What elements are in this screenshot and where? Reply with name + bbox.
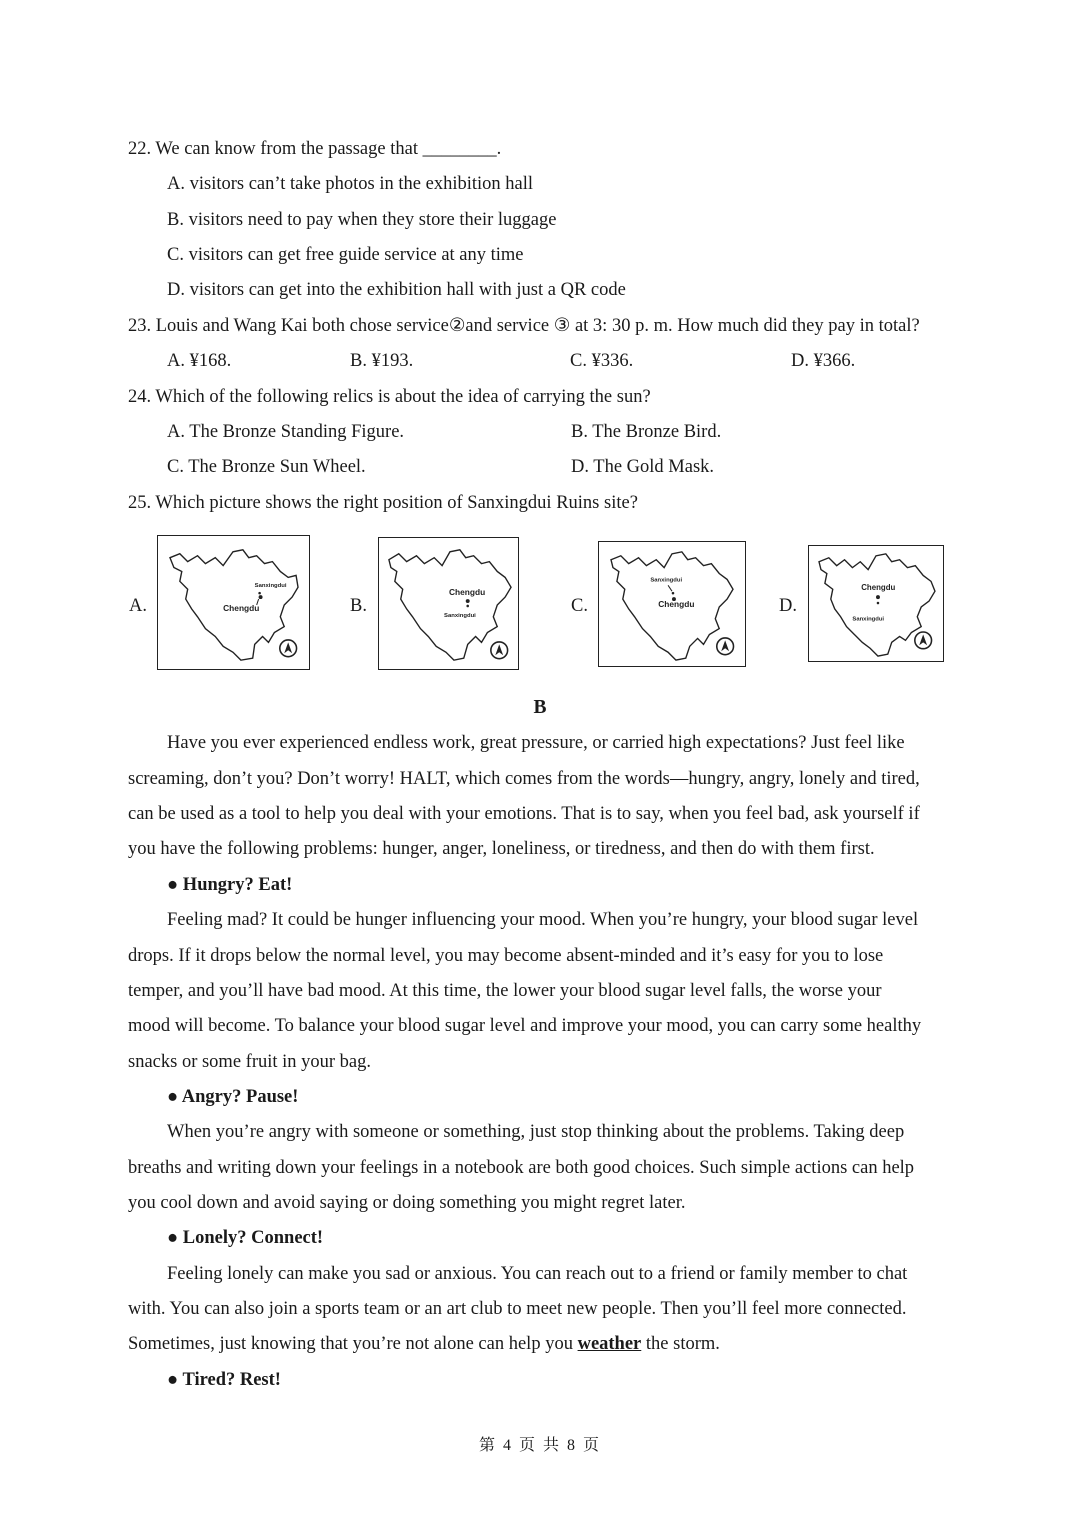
svg-text:Chengdu: Chengdu bbox=[448, 587, 486, 598]
lonely-line-3 bbox=[128, 1332, 720, 1356]
svg-text:Sanxingdui: Sanxingdui bbox=[254, 583, 287, 590]
map-c-label: C. bbox=[571, 596, 588, 616]
svg-text:Sanxingdui: Sanxingdui bbox=[444, 612, 476, 619]
q24-option-c: C. The Bronze Sun Wheel. bbox=[167, 457, 366, 477]
map-d-label: D. bbox=[779, 596, 797, 616]
q22-stem: 22. We can know from the passage that ________. bbox=[128, 139, 502, 159]
map-a-label: A. bbox=[129, 596, 147, 616]
angry-line-3: you cool down and avoid saying or doing something you might regret later. bbox=[128, 1193, 686, 1213]
q23-option-c: C. ¥336. bbox=[570, 351, 634, 371]
q24-option-d: D. The Gold Mask. bbox=[571, 457, 715, 477]
q23-option-d: D. ¥366. bbox=[791, 351, 856, 371]
q23-stem: 23. Louis and Wang Kai both chose service②and service ③ at 3: 30 p. m. How much did they pay in total? bbox=[128, 316, 920, 336]
svg-text:Chengdu: Chengdu bbox=[658, 598, 695, 609]
q22-option-b: B. visitors need to pay when they store their luggage bbox=[167, 210, 557, 230]
intro-line-4: you have the following problems: hunger, anger, loneliness, or tiredness, and then do with them first. bbox=[128, 839, 875, 859]
heading-angry: ● Angry? Pause! bbox=[167, 1087, 299, 1107]
map-b-label: B. bbox=[350, 596, 367, 616]
intro-line-1: Have you ever experienced endless work, great pressure, or carried high expectations? Just feel like bbox=[167, 733, 905, 753]
q24-stem: 24. Which of the following relics is about the idea of carrying the sun? bbox=[128, 387, 651, 407]
q24-option-b: B. The Bronze Bird. bbox=[571, 422, 722, 442]
map-c bbox=[598, 541, 746, 667]
hungry-line-5: snacks or some fruit in your bag. bbox=[128, 1052, 372, 1072]
svg-text:Sanxingdui: Sanxingdui bbox=[650, 577, 683, 584]
page-footer: 第 4 页 共 8 页 bbox=[478, 1437, 601, 1454]
lonely-line-3-end: the storm. bbox=[641, 1334, 720, 1354]
lonely-line-3-text: Sometimes, just knowing that you’re not alone can help you bbox=[128, 1334, 578, 1354]
lonely-line-1: Feeling lonely can make you sad or anxious. You can reach out to a friend or family member to chat bbox=[167, 1264, 908, 1284]
hungry-line-1: Feeling mad? It could be hunger influencing your mood. When you’re hungry, your blood sugar level bbox=[167, 910, 919, 930]
q22-option-c: C. visitors can get free guide service at any time bbox=[167, 245, 524, 265]
hungry-line-2: drops. If it drops below the normal level, you may become absent-minded and it’s easy for you to lose bbox=[128, 946, 884, 966]
map-a bbox=[157, 535, 310, 670]
q23-option-b: B. ¥193. bbox=[350, 351, 414, 371]
svg-text:Chengdu: Chengdu bbox=[223, 602, 260, 613]
section-b-title: B bbox=[533, 697, 547, 718]
lonely-line-2: with. You can also join a sports team or an art club to meet new people. Then you’ll feel more connected. bbox=[128, 1299, 907, 1319]
heading-tired: ● Tired? Rest! bbox=[167, 1370, 281, 1390]
q22-option-d: D. visitors can get into the exhibition hall with just a QR code bbox=[167, 280, 626, 300]
heading-hungry: ● Hungry? Eat! bbox=[167, 875, 293, 895]
svg-text:Sanxingdui: Sanxingdui bbox=[852, 616, 885, 623]
intro-line-3: can be used as a tool to help you deal with your emotions. That is to say, when you feel bad, ask yourself if bbox=[128, 804, 920, 824]
q22-option-a: A. visitors can’t take photos in the exhibition hall bbox=[167, 174, 534, 194]
svg-text:Chengdu: Chengdu bbox=[861, 583, 896, 593]
q25-stem: 25. Which picture shows the right position of Sanxingdui Ruins site? bbox=[128, 493, 638, 513]
angry-line-1: When you’re angry with someone or something, just stop thinking about the problems. Taking deep bbox=[167, 1122, 905, 1142]
q24-option-a: A. The Bronze Standing Figure. bbox=[167, 422, 405, 442]
hungry-line-3: temper, and you’ll have bad mood. At this time, the lower your blood sugar level falls, the worse your bbox=[128, 981, 882, 1001]
angry-line-2: breaths and writing down your feelings in a notebook are both good choices. Such simple actions can help bbox=[128, 1158, 915, 1178]
map-b bbox=[378, 537, 519, 670]
intro-line-2: screaming, don’t you? Don’t worry! HALT, which comes from the words—hungry, angry, lonely and tired, bbox=[128, 769, 920, 789]
q23-option-a: A. ¥168. bbox=[167, 351, 232, 371]
map-d bbox=[808, 545, 944, 662]
heading-lonely: ● Lonely? Connect! bbox=[167, 1228, 324, 1248]
underlined-word-weather: weather bbox=[577, 1334, 642, 1354]
hungry-line-4: mood will become. To balance your blood sugar level and improve your mood, you can carry some healthy bbox=[128, 1016, 922, 1036]
